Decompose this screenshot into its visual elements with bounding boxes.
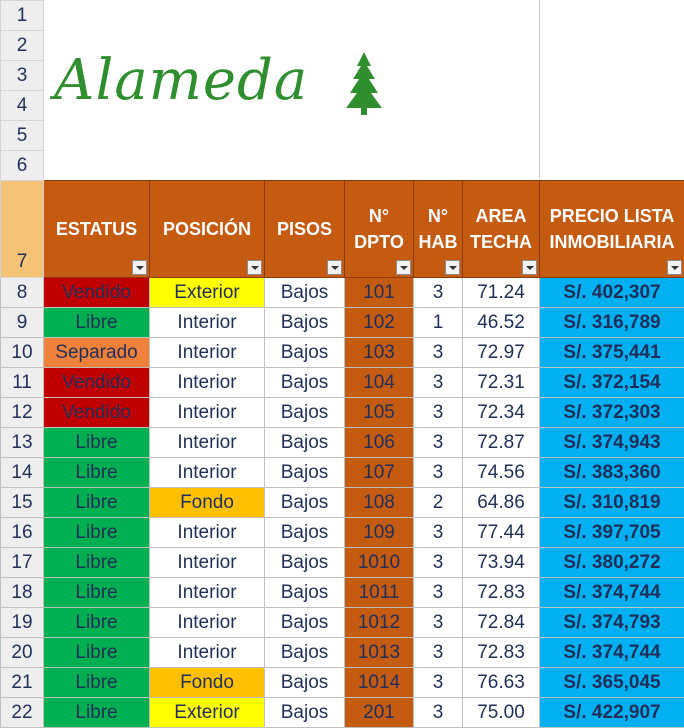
hab-cell[interactable]: 3 <box>414 608 463 638</box>
hab-cell[interactable]: 3 <box>414 278 463 308</box>
dpto-cell[interactable]: 1012 <box>345 608 414 638</box>
row-header[interactable]: 15 <box>1 488 44 518</box>
pisos-cell[interactable]: Bajos <box>265 308 345 338</box>
dpto-cell[interactable]: 107 <box>345 458 414 488</box>
row-header[interactable]: 9 <box>1 308 44 338</box>
header-label: N° <box>428 206 448 226</box>
precio-cell[interactable]: S/. 372,303 <box>540 398 684 428</box>
hab-cell[interactable]: 1 <box>414 308 463 338</box>
filter-dropdown-icon[interactable] <box>522 260 537 275</box>
status-cell[interactable]: Libre <box>44 308 150 338</box>
posicion-cell[interactable]: Interior <box>150 638 265 668</box>
row-header[interactable]: 12 <box>1 398 44 428</box>
row-header[interactable]: 17 <box>1 548 44 578</box>
row-header[interactable]: 18 <box>1 578 44 608</box>
posicion-cell[interactable]: Interior <box>150 398 265 428</box>
status-cell[interactable]: Libre <box>44 548 150 578</box>
dpto-cell[interactable]: 103 <box>345 338 414 368</box>
pisos-cell[interactable]: Bajos <box>265 518 345 548</box>
table-row <box>1 548 684 578</box>
posicion-cell[interactable]: Interior <box>150 518 265 548</box>
status-cell[interactable]: Vendido <box>44 278 150 308</box>
row-header[interactable]: 2 <box>1 31 44 61</box>
table-row <box>1 668 684 698</box>
hab-cell[interactable]: 3 <box>414 578 463 608</box>
row-header[interactable]: 20 <box>1 638 44 668</box>
status-cell[interactable]: Separado <box>44 338 150 368</box>
pisos-cell[interactable]: Bajos <box>265 338 345 368</box>
area-cell[interactable]: 71.24 <box>463 278 540 308</box>
precio-cell[interactable]: S/. 372,154 <box>540 368 684 398</box>
precio-cell[interactable]: S/. 380,272 <box>540 548 684 578</box>
row-header[interactable]: 5 <box>1 121 44 151</box>
posicion-cell[interactable]: Interior <box>150 428 265 458</box>
column-header-hab <box>414 181 463 278</box>
dpto-cell[interactable]: 1014 <box>345 668 414 698</box>
table-row <box>1 338 684 368</box>
precio-cell[interactable]: S/. 374,943 <box>540 428 684 458</box>
table-row <box>1 278 684 308</box>
filter-dropdown-icon[interactable] <box>247 260 262 275</box>
row-header[interactable]: 11 <box>1 368 44 398</box>
area-cell[interactable]: 72.34 <box>463 398 540 428</box>
posicion-cell[interactable]: Interior <box>150 548 265 578</box>
table-row <box>1 488 684 518</box>
column-header-estatus <box>44 181 150 278</box>
header-label: TECHA <box>470 232 532 252</box>
dpto-cell[interactable]: 108 <box>345 488 414 518</box>
table-row <box>1 308 684 338</box>
posicion-cell[interactable]: Fondo <box>150 668 265 698</box>
pisos-cell[interactable]: Bajos <box>265 398 345 428</box>
hab-cell[interactable]: 3 <box>414 428 463 458</box>
column-header-pisos <box>265 181 345 278</box>
dpto-cell[interactable]: 104 <box>345 368 414 398</box>
header-label: PRECIO LISTA <box>550 206 675 226</box>
column-header-area <box>463 181 540 278</box>
table-row <box>1 608 684 638</box>
dpto-cell[interactable]: 106 <box>345 428 414 458</box>
logo-text: Alameda <box>54 48 308 113</box>
dpto-cell[interactable]: 1011 <box>345 578 414 608</box>
pisos-cell[interactable]: Bajos <box>265 428 345 458</box>
dpto-cell[interactable]: 109 <box>345 518 414 548</box>
pisos-cell[interactable]: Bajos <box>265 638 345 668</box>
row-header[interactable]: 21 <box>1 668 44 698</box>
filter-dropdown-icon[interactable] <box>327 260 342 275</box>
area-cell[interactable]: 72.84 <box>463 608 540 638</box>
hab-cell[interactable]: 2 <box>414 488 463 518</box>
pisos-cell[interactable]: Bajos <box>265 488 345 518</box>
header-label: ESTATUS <box>56 219 137 239</box>
filter-dropdown-icon[interactable] <box>667 260 682 275</box>
column-gridline <box>539 0 540 178</box>
hab-cell[interactable]: 3 <box>414 458 463 488</box>
pisos-cell[interactable]: Bajos <box>265 668 345 698</box>
row-header[interactable]: 1 <box>1 1 44 31</box>
row-header[interactable]: 19 <box>1 608 44 638</box>
row-header[interactable]: 4 <box>1 91 44 121</box>
table-row <box>1 368 684 398</box>
filter-dropdown-icon[interactable] <box>132 260 147 275</box>
row-header[interactable]: 22 <box>1 698 44 728</box>
status-cell[interactable]: Libre <box>44 428 150 458</box>
pisos-cell[interactable]: Bajos <box>265 608 345 638</box>
posicion-cell[interactable]: Interior <box>150 608 265 638</box>
precio-cell[interactable]: S/. 402,307 <box>540 278 684 308</box>
area-cell[interactable]: 46.52 <box>463 308 540 338</box>
header-label: INMOBILIARIA <box>550 232 675 252</box>
dpto-cell[interactable]: 1013 <box>345 638 414 668</box>
hab-cell[interactable]: 3 <box>414 398 463 428</box>
pisos-cell[interactable]: Bajos <box>265 548 345 578</box>
area-cell[interactable]: 73.94 <box>463 548 540 578</box>
area-cell[interactable]: 64.86 <box>463 488 540 518</box>
area-cell[interactable]: 75.00 <box>463 698 540 728</box>
status-cell[interactable]: Libre <box>44 638 150 668</box>
column-header-precio <box>540 181 684 278</box>
row-header[interactable]: 8 <box>1 278 44 308</box>
posicion-cell[interactable]: Exterior <box>150 278 265 308</box>
row-header[interactable]: 6 <box>1 151 44 181</box>
column-header-posicion <box>150 181 265 278</box>
hab-cell[interactable]: 3 <box>414 638 463 668</box>
area-cell[interactable]: 72.83 <box>463 578 540 608</box>
precio-cell[interactable]: S/. 383,360 <box>540 458 684 488</box>
precio-cell[interactable]: S/. 397,705 <box>540 518 684 548</box>
hab-cell[interactable]: 3 <box>414 548 463 578</box>
hab-cell[interactable]: 3 <box>414 338 463 368</box>
status-cell[interactable]: Libre <box>44 698 150 728</box>
table-row <box>1 518 684 548</box>
precio-cell[interactable]: S/. 374,744 <box>540 638 684 668</box>
header-label: PISOS <box>277 219 332 239</box>
posicion-cell[interactable]: Interior <box>150 338 265 368</box>
pisos-cell[interactable]: Bajos <box>265 368 345 398</box>
status-cell[interactable]: Libre <box>44 518 150 548</box>
area-cell[interactable]: 72.83 <box>463 638 540 668</box>
posicion-cell[interactable]: Interior <box>150 578 265 608</box>
posicion-cell[interactable]: Interior <box>150 308 265 338</box>
status-cell[interactable]: Libre <box>44 608 150 638</box>
area-cell[interactable]: 74.56 <box>463 458 540 488</box>
status-cell[interactable]: Vendido <box>44 398 150 428</box>
precio-cell[interactable]: S/. 422,907 <box>540 698 684 728</box>
area-cell[interactable]: 72.87 <box>463 428 540 458</box>
hab-cell[interactable]: 3 <box>414 368 463 398</box>
table-row <box>1 428 684 458</box>
area-cell[interactable]: 72.97 <box>463 338 540 368</box>
precio-cell[interactable]: S/. 374,744 <box>540 578 684 608</box>
row-header[interactable]: 7 <box>1 181 44 278</box>
posicion-cell[interactable]: Exterior <box>150 698 265 728</box>
precio-cell[interactable]: S/. 316,789 <box>540 308 684 338</box>
table-row <box>1 458 684 488</box>
pine-tree-icon <box>344 52 384 116</box>
precio-cell[interactable]: S/. 365,045 <box>540 668 684 698</box>
table-row <box>1 398 684 428</box>
dpto-cell[interactable]: 201 <box>345 698 414 728</box>
row-header[interactable]: 10 <box>1 338 44 368</box>
filter-dropdown-icon[interactable] <box>445 260 460 275</box>
filter-dropdown-icon[interactable] <box>396 260 411 275</box>
status-cell[interactable]: Vendido <box>44 368 150 398</box>
table-row <box>1 698 684 728</box>
dpto-cell[interactable]: 101 <box>345 278 414 308</box>
pisos-cell[interactable]: Bajos <box>265 278 345 308</box>
dpto-cell[interactable]: 102 <box>345 308 414 338</box>
posicion-cell[interactable]: Fondo <box>150 488 265 518</box>
precio-cell[interactable]: S/. 374,793 <box>540 608 684 638</box>
row-header[interactable]: 3 <box>1 61 44 91</box>
row-header[interactable]: 16 <box>1 518 44 548</box>
header-label: AREA <box>475 206 526 226</box>
dpto-cell[interactable]: 1010 <box>345 548 414 578</box>
area-cell[interactable]: 72.31 <box>463 368 540 398</box>
alameda-logo <box>54 46 384 124</box>
header-label: DPTO <box>354 232 404 252</box>
row-header[interactable]: 14 <box>1 458 44 488</box>
header-label: N° <box>369 206 389 226</box>
pisos-cell[interactable]: Bajos <box>265 458 345 488</box>
status-cell[interactable]: Libre <box>44 578 150 608</box>
header-label: POSICIÓN <box>163 219 251 239</box>
pisos-cell[interactable]: Bajos <box>265 578 345 608</box>
hab-cell[interactable]: 3 <box>414 518 463 548</box>
area-cell[interactable]: 77.44 <box>463 518 540 548</box>
status-cell[interactable]: Libre <box>44 458 150 488</box>
header-label: HAB <box>419 232 458 252</box>
precio-cell[interactable]: S/. 375,441 <box>540 338 684 368</box>
status-cell[interactable]: Libre <box>44 668 150 698</box>
posicion-cell[interactable]: Interior <box>150 458 265 488</box>
area-cell[interactable]: 76.63 <box>463 668 540 698</box>
pisos-cell[interactable]: Bajos <box>265 698 345 728</box>
table-row <box>1 638 684 668</box>
dpto-cell[interactable]: 105 <box>345 398 414 428</box>
precio-cell[interactable]: S/. 310,819 <box>540 488 684 518</box>
posicion-cell[interactable]: Interior <box>150 368 265 398</box>
hab-cell[interactable]: 3 <box>414 698 463 728</box>
row-header[interactable]: 13 <box>1 428 44 458</box>
status-cell[interactable]: Libre <box>44 488 150 518</box>
column-header-dpto <box>345 181 414 278</box>
table-row <box>1 578 684 608</box>
hab-cell[interactable]: 3 <box>414 668 463 698</box>
